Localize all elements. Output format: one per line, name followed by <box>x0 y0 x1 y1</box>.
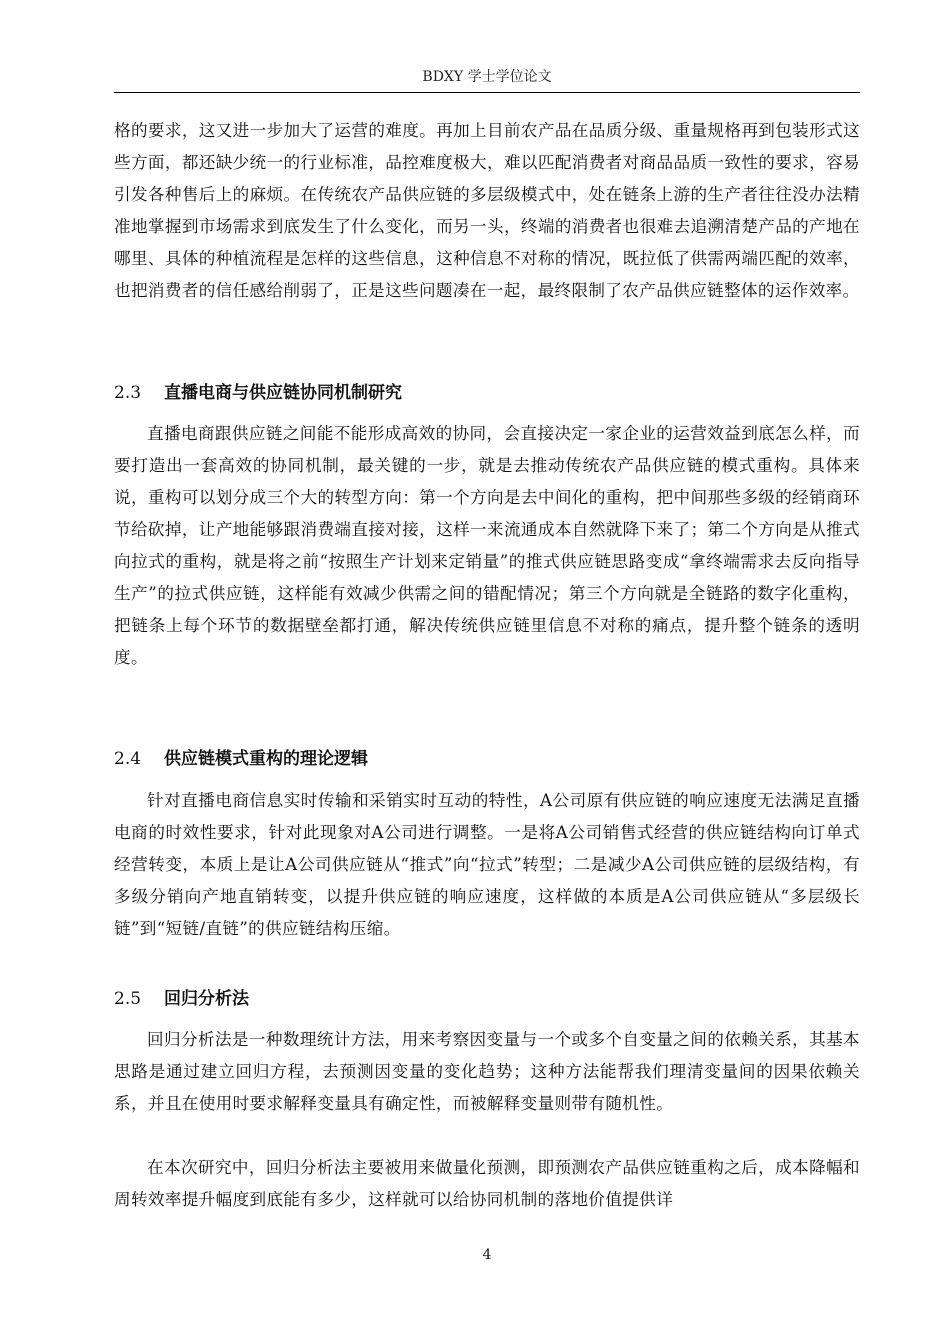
section-number: 2.3 <box>114 383 142 403</box>
section-2-4-paragraph: 针对直播电商信息实时传输和采销实时互动的特性，A公司原有供应链的响应速度无法满足直播电商的时效性要求，针对此现象对A公司进行调整。一是将A公司销售式经营的供应链结构向订单式经营转变，本质上是让A公司供应链从“推式”向“拉式”转型；二是减少A公司供应链的层级结构，有多级分销向产地直销转变，以提升供应链的响应速度，这样做的本质是A公司供应链从“多层级长链”到“短链/直链”的供应链结构压缩。 <box>114 791 860 938</box>
section-title: 回归分析法 <box>164 989 249 1009</box>
section-heading-2-3 <box>114 377 860 409</box>
section-heading-2-4 <box>114 743 860 775</box>
section-2-5-paragraph-2: 在本次研究中，回归分析法主要被用来做量化预测，即预测农产品供应链重构之后，成本降幅和周转效率提升幅度到底能有多少，这样就可以给协同机制的落地价值提供详 <box>114 1158 860 1209</box>
section-number: 2.4 <box>114 749 142 769</box>
section-heading-2-5 <box>114 983 860 1015</box>
section-title: 直播电商与供应链协同机制研究 <box>164 383 402 403</box>
header-rule <box>114 92 860 93</box>
intro-paragraph: 格的要求，这又进一步加大了运营的难度。再加上目前农产品在品质分级、重量规格再到包装形式这些方面，都还缺少统一的行业标准，品控难度极大，难以匹配消费者对商品品质一致性的要求，容易引发各种售后上的麻烦。在传统农产品供应链的多层级模式中，处在链条上游的生产者往往没办法精准地掌握到市场需求到底发生了什么变化，而另一头，终端的消费者也很难去追溯清楚产品的产地在哪里、具体的种植流程是怎样的这些信息，这种信息不对称的情况，既拉低了供需两端匹配的效率，也把消费者的信任感给削弱了，正是这些问题凑在一起，最终限制了农产品供应链整体的运作效率。 <box>114 121 860 300</box>
section-2-5-paragraph-1: 回归分析法是一种数理统计方法，用来考察因变量与一个或多个自变量之间的依赖关系，其基本思路是通过建立回归方程，去预测因变量的变化趋势；这种方法能帮我们理清变量间的因果依赖关系，并且在使用时要求解释变量具有确定性，而被解释变量则带有随机性。 <box>114 1030 860 1113</box>
section-2-3-paragraph: 直播电商跟供应链之间能不能形成高效的协同，会直接决定一家企业的运营效益到底怎么样，而要打造出一套高效的协同机制，最关键的一步，就是去推动传统农产品供应链的模式重构。具体来说，重构可以划分成三个大的转型方向：第一个方向是去中间化的重构，把中间那些多级的经销商环节给砍掉，让产地能够跟消费端直接对接，这样一来流通成本自然就降下来了；第二个方向是从推式向拉式的重构，就是将之前“按照生产计划来定销量”的推式供应链思路变成“拿终端需求去反向指导生产”的拉式供应链，这样能有效减少供需之间的错配情况；第三个方向就是全链路的数字化重构，把链条上每个环节的数据壁垒都打通，解决传统供应链里信息不对称的痛点，提升整个链条的透明度。 <box>114 424 860 667</box>
section-title: 供应链模式重构的理论逻辑 <box>164 749 368 769</box>
section-number: 2.5 <box>114 989 142 1009</box>
page-number: 4 <box>482 1247 492 1263</box>
running-header: BDXY 学士学位论文 <box>422 69 552 85</box>
